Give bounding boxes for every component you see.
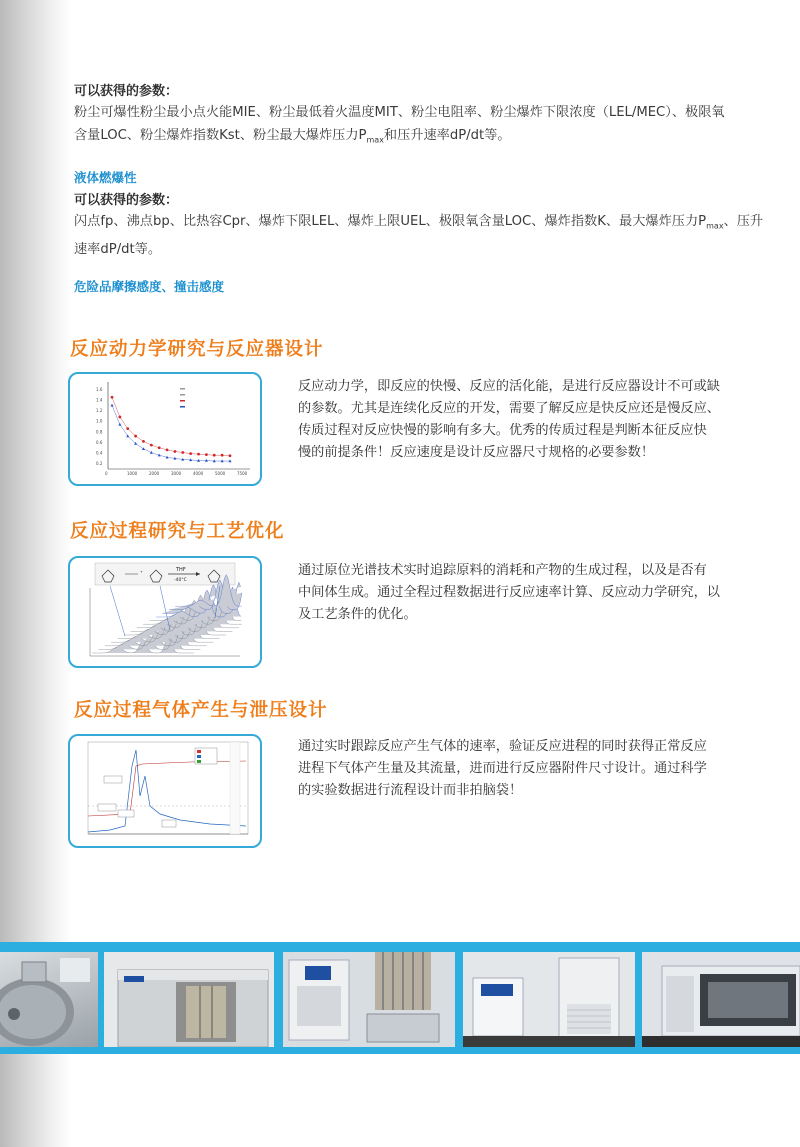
kinetics-chart-figure (68, 372, 262, 486)
data-point (197, 453, 200, 456)
legend-swatch (180, 400, 185, 402)
data-point (189, 452, 192, 455)
section-kinetics-title: 反应动力学研究与反应器设计 (70, 339, 324, 360)
x-tick-label: 7500 (237, 471, 248, 476)
y-tick-label: 0.4 (96, 450, 103, 456)
hazard-title: 危险品摩擦感度、撞击感度 (74, 279, 225, 294)
series-line (112, 405, 230, 461)
liquid-params-text (74, 210, 774, 261)
data-point (142, 440, 145, 443)
kinetics-line: 的参数。尤其是连续化反应的开发，需要了解反应是快反应还是慢反应、 (298, 401, 720, 416)
process-line: 中间体生成。通过全程过程数据进行反应速率计算、反应动力学研究，以 (298, 585, 720, 600)
gas-description (298, 736, 758, 802)
data-point (229, 454, 232, 457)
data-point (158, 446, 161, 449)
data-point (111, 404, 114, 407)
gas-line: 的实验数据进行流程设计而非拍脑袋！ (298, 783, 523, 798)
data-point (142, 447, 145, 450)
x-tick-label: 0 (105, 471, 108, 476)
spectra-3d-plot (70, 558, 260, 666)
x-tick-label: 5000 (215, 471, 226, 476)
kinetics-description (298, 376, 758, 464)
y-tick-label: 0.2 (96, 461, 103, 467)
liquid-title: 液体燃爆性 (74, 170, 137, 185)
spectra-figure (68, 556, 262, 668)
data-point (126, 427, 129, 430)
dust-line-2: 含量LOC、粉尘爆炸指数Kst、粉尘最大爆炸压力$P_{max}$和压升速率dP/dt等。 (74, 128, 511, 145)
process-description (298, 560, 758, 626)
gas-evolution-figure (68, 734, 262, 848)
x-tick-label: 3000 (171, 471, 182, 476)
data-point (166, 448, 169, 451)
equipment-photo-sphere (0, 952, 98, 1047)
dust-line-1: 粉尘可爆性粉尘最小点火能MIE、粉尘最低着火温度MIT、粉尘电阻率、粉尘爆炸下限浓度（LEL/MEC）、极限氧 (74, 105, 725, 120)
y-tick-label: 0.8 (96, 429, 103, 435)
legend-swatch (180, 406, 185, 408)
liquid-params-label: 可以获得的参数： (74, 193, 179, 208)
process-line: 通过原位光谱技术实时追踪原料的消耗和产物的生成过程，以及是否有 (298, 563, 707, 578)
data-point (134, 435, 137, 438)
y-tick-label: 1.6 (96, 386, 103, 392)
y-tick-label: 0.6 (96, 439, 103, 445)
equipment-photo-chamber (104, 952, 274, 1047)
kinetics-line: 慢的前提条件！反应速度是设计反应器尺寸规格的必要参数！ (298, 445, 655, 460)
x-tick-label: 4000 (193, 471, 204, 476)
process-line: 及工艺条件的优化。 (298, 607, 417, 622)
kinetics-line: 传质过程对反应快慢的影响有多大。优秀的传质过程是判断本征反应快 (298, 423, 707, 438)
data-point (221, 454, 224, 457)
dust-params-text (74, 101, 774, 152)
equipment-photo-analyzer (283, 952, 455, 1047)
data-point (229, 459, 232, 462)
y-tick-label: 1.2 (96, 408, 103, 414)
liquid-line-1: 闪点fp、沸点bp、比热容Cpr、爆炸下限LEL、爆炸上限UEL、极限氧含量LOC、爆炸指数K、最大爆炸压力$P_{max}$、压升 (74, 214, 764, 231)
reagent-label: THF (176, 567, 186, 573)
section-process-title: 反应过程研究与工艺优化 (70, 521, 285, 542)
data-point (174, 450, 177, 453)
legend-swatch (180, 394, 185, 396)
data-point (150, 444, 153, 447)
x-tick-label: 2000 (149, 471, 160, 476)
svg-text:+: + (140, 570, 143, 574)
data-point (213, 454, 216, 457)
y-tick-label: 1.0 (96, 418, 103, 424)
x-tick-label: 1000 (127, 471, 138, 476)
temperature-label: -40°C (174, 578, 187, 583)
section-gas-title: 反应过程气体产生与泄压设计 (74, 700, 328, 721)
series-line (112, 397, 230, 455)
equipment-photo-cooler (463, 952, 635, 1047)
gas-evolution-plot (70, 736, 260, 846)
equipment-photo-hplc (642, 952, 800, 1047)
data-point (118, 416, 121, 419)
dust-params-label: 可以获得的参数： (74, 84, 179, 99)
gas-line: 进程下气体产生量及其流量，进而进行反应器附件尺寸设计。通过科学 (298, 761, 707, 776)
gas-line: 通过实时跟踪反应产生气体的速率，验证反应进程的同时获得正常反应 (298, 739, 707, 754)
kinetics-chart (70, 374, 260, 484)
data-point (221, 459, 224, 462)
data-point (118, 423, 121, 426)
data-point (205, 453, 208, 456)
legend-swatch (180, 388, 185, 390)
data-point (150, 451, 153, 454)
liquid-line-2: 速率dP/dt等。 (74, 241, 162, 257)
data-point (111, 396, 114, 399)
data-point (205, 459, 208, 462)
y-tick-label: 1.4 (96, 397, 103, 403)
data-point (181, 451, 184, 454)
data-point (126, 434, 129, 437)
kinetics-line: 反应动力学，即反应的快慢、反应的活化能，是进行反应器设计不可或缺 (298, 379, 720, 394)
